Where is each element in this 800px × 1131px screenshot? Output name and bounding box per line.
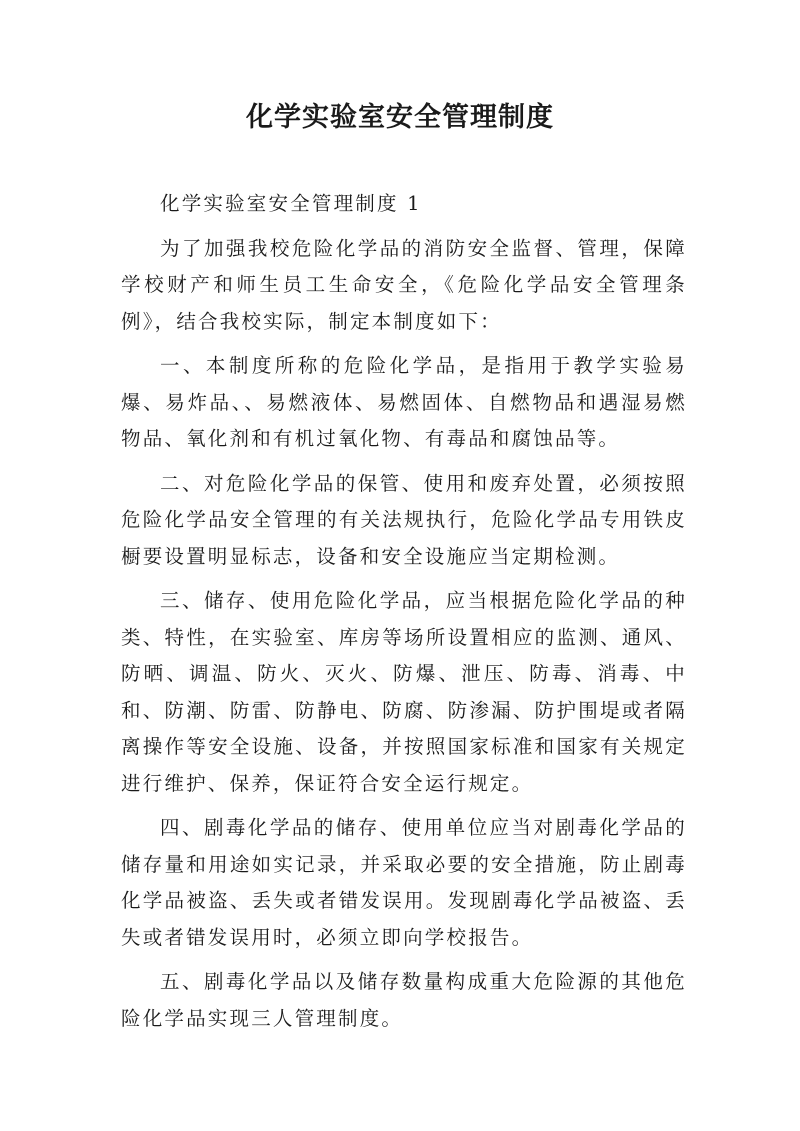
section-heading: 化学实验室安全管理制度 1 <box>160 192 422 215</box>
paragraph-item-2: 二、对危险化学品的保管、使用和废弃处置，必须按照危险化学品安全管理的有关法规执行，危险化学品专用铁皮橱要设置明显标志，设备和安全设施应当定期检测。 <box>121 471 687 568</box>
paragraph-intro: 为了加强我校危险化学品的消防安全监督、管理，保障学校财产和师生员工生命安全，《危险化学品安全管理条例》，结合我校实际，制定本制度如下： <box>121 236 687 333</box>
paragraph-item-1: 一、本制度所称的危险化学品，是指用于教学实验易爆、易炸品、、易燃液体、易燃固体、自燃物品和遇湿易燃物品、氧化剂和有机过氧化物、有毒品和腐蚀品等。 <box>121 354 687 450</box>
paragraph-item-5: 五、剧毒化学品以及储存数量构成重大危险源的其他危险化学品实现三人管理制度。 <box>121 970 687 1030</box>
paragraph-item-4: 四、剧毒化学品的储存、使用单位应当对剧毒化学品的储存量和用途如实记录，并采取必要的安全措施，防止剧毒化学品被盗、丢失或者错发误用。发现剧毒化学品被盗、丢失或者错发误用时，必须立即向学校报告。 <box>121 816 687 949</box>
document-title: 化学实验室安全管理制度 <box>246 102 554 133</box>
paragraph-item-3: 三、储存、使用危险化学品，应当根据危险化学品的种类、特性，在实验室、库房等场所设置相应的监测、通风、防晒、调温、防火、灭火、防爆、泄压、防毒、消毒、中和、防潮、防雷、防静电、防腐、防渗漏、防护围堤或者隔离操作等安全设施、设备，并按照国家标准和国家有关规定进行维护、保养，保证符合安全运行规定。 <box>121 589 687 795</box>
document-body <box>121 186 687 1045</box>
